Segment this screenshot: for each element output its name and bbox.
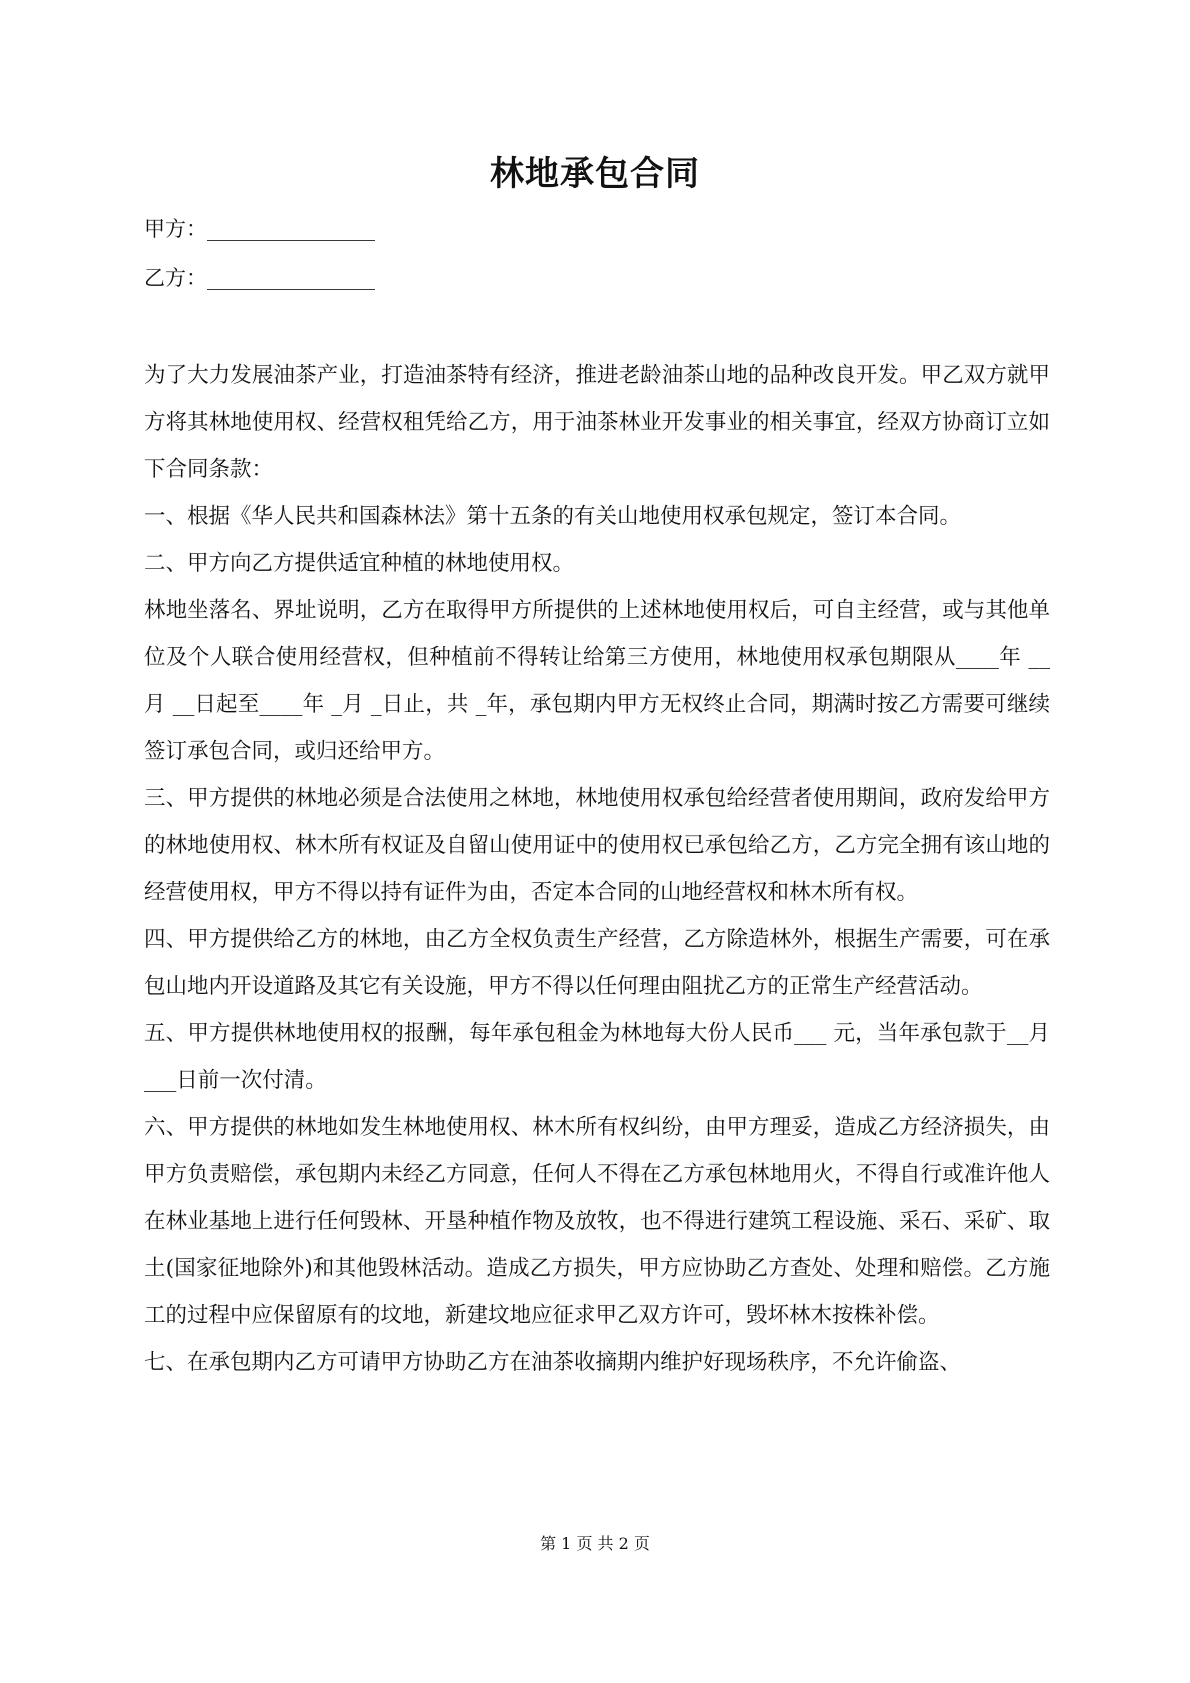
contract-body xyxy=(144,352,1050,1386)
preamble-paragraph: 为了大力发展油茶产业，打造油茶特有经济，推进老龄油茶山地的品种改良开发。甲乙双方就甲方将其林地使用权、经营权租凭给乙方，用于油茶林业开发事业的相关事宜，经双方协商订立如下合同条款： xyxy=(144,363,1050,482)
clause-3: 三、甲方提供的林地必须是合法使用之林地，林地使用权承包给经营者使用期间，政府发给甲方的林地使用权、林木所有权证及自留山使用证中的使用权已承包给乙方，乙方完全拥有该山地的经营使用权，甲方不得以持有证件为由，否定本合同的山地经营权和林木所有权。 xyxy=(144,786,1050,905)
party-b-line: 乙方：________________ xyxy=(144,266,375,290)
page-number-footer: 第 1 页 共 2 页 xyxy=(540,1534,650,1553)
clause-4: 四、甲方提供给乙方的林地，由乙方全权负责生产经营，乙方除造林外，根据生产需要，可在承包山地内开设道路及其它有关设施，甲方不得以任何理由阻扰乙方的正常生产经营活动。 xyxy=(144,927,1050,999)
clause-5: 五、甲方提供林地使用权的报酬，每年承包租金为林地每大份人民币___ 元，当年承包款于__月___日前一次付清。 xyxy=(144,1021,1050,1093)
clause-2: 二、甲方向乙方提供适宜种植的林地使用权。 xyxy=(144,551,575,576)
party-a-line: 甲方：________________ xyxy=(144,217,375,241)
clause-2-detail: 林地坐落名、界址说明，乙方在取得甲方所提供的上述林地使用权后，可自主经营，或与其他单位及个人联合使用经营权，但种植前不得转让给第三方使用，林地使用权承包期限从____年 __月 __日起至____年 _月 _日止，共 _年，承包期内甲方无权终止合同，期满时按乙方需要可继续签订承包合同，或归还给甲方。 xyxy=(144,598,1050,764)
clause-1: 一、根据《华人民共和国森林法》第十五条的有关山地使用权承包规定，签订本合同。 xyxy=(144,504,962,529)
clause-7: 七、在承包期内乙方可请甲方协助乙方在油茶收摘期内维护好现场秩序，不允许偷盗、 xyxy=(144,1350,962,1375)
clause-6: 六、甲方提供的林地如发生林地使用权、林木所有权纠纷，由甲方理妥，造成乙方经济损失，由甲方负责赔偿，承包期内未经乙方同意，任何人不得在乙方承包林地用火，不得自行或准许他人在林业基地上进行任何毁林、开垦种植作物及放牧，也不得进行建筑工程设施、采石、采矿、取土(国家征地除外)和其他毁林活动。造成乙方损失，甲方应协助乙方查处、处理和赔偿。乙方施工的过程中应保留原有的坟地，新建坟地应征求甲乙双方许可，毁坏林木按株补偿。 xyxy=(144,1115,1050,1328)
document-title: 林地承包合同 xyxy=(490,154,700,194)
